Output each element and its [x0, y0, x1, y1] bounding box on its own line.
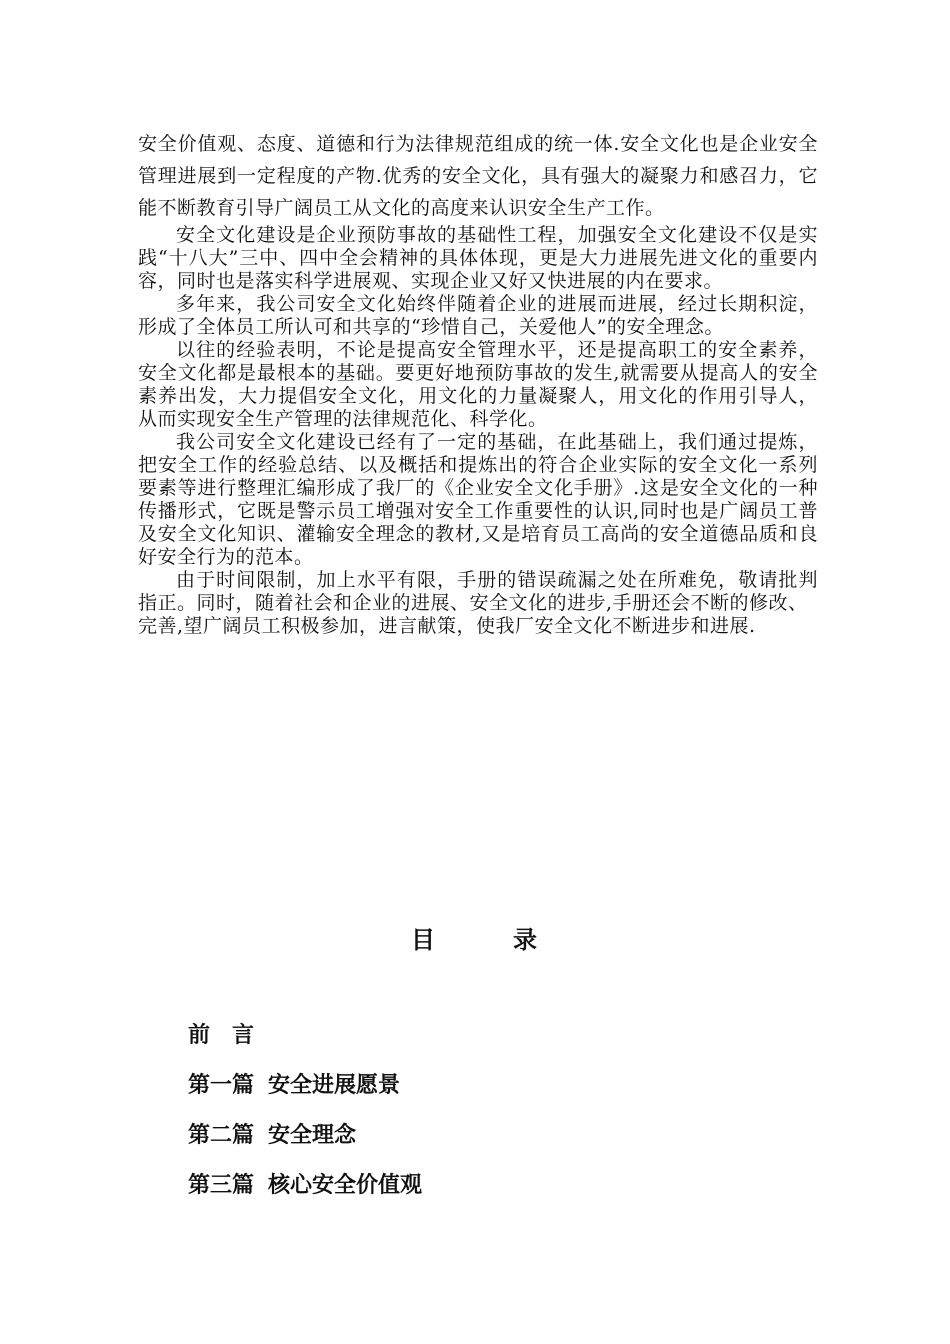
toc-item-name: 安全进展愿景 [268, 1073, 401, 1098]
paragraph-5: 由于时间限制，加上水平有限，手册的错误疏漏之处在所难免，敬请批判指正。同时，随着社会和企业的进展、安全文化的进步,手册还会不断的修改、 [138, 569, 818, 614]
paragraph-6: 完善,望广阔员工积极参加，进言献策，使我厂安全文化不断进步和进展. [138, 615, 756, 637]
toc-item-part-3[interactable] [188, 1170, 422, 1220]
toc-item-name: 安全理念 [268, 1123, 357, 1148]
paragraph-2: 多年来，我公司安全文化始终伴随着企业的进展而进展，经过长期积淀，形成了全体员工所认可和共享的“珍惜自己，关爱他人”的安全理念。 [138, 293, 818, 338]
table-of-contents [188, 1020, 422, 1220]
toc-item-part: 前 言 [188, 1023, 255, 1048]
paragraph-3: 以往的经验表明，不论是提高安全管理水平，还是提高职工的安全素养，安全文化都是最根本的基础。要更好地预防事故的发生,就需要从提高人的安全素养出发，大力提倡安全文化，用文化的力量凝聚人，用文化的作用引导人，从而实现安全生产管理的法律规范化、科学化。 [138, 339, 818, 430]
toc-item-part-2[interactable] [188, 1120, 422, 1170]
toc-item-part: 第一篇 [188, 1073, 255, 1098]
toc-title-right: 录 [513, 925, 539, 954]
toc-item-part-1[interactable] [188, 1070, 422, 1120]
toc-title [0, 920, 950, 955]
toc-item-preface[interactable] [188, 1020, 422, 1070]
toc-item-name: 核心安全价值观 [268, 1173, 423, 1198]
paragraph-1: 安全文化建设是企业预防事故的基础性工程，加强安全文化建设不仅是实践“十八大”三中、四中全会精神的具体体现，更是大力进展先进文化的重要内容，同时也是落实科学进展观、实现企业又好又快进展的内在要求。 [138, 224, 818, 292]
paragraph-4: 我公司安全文化建设已经有了一定的基础，在此基础上，我们通过提炼，把安全工作的经验总结、以及概括和提炼出的符合企业实际的安全文化一系列要素等进行整理汇编形成了我厂的《企业安全文化手册》.这是安全文化的一种传播形式，它既是警示员工增强对安全工作重要性的认识,同时也是广阔员工普及安全文化知识、灌输安全理念的教材,又是培育员工高尚的安全道德品质和良好安全行为的范本。 [138, 431, 818, 568]
toc-item-part: 第三篇 [188, 1173, 255, 1198]
intro-paragraph: 安全价值观、态度、道德和行为法律规范组成的统一体.安全文化也是企业安全管理进展到一定程度的产物.优秀的安全文化，具有强大的凝聚力和感召力，它能不断教育引导广阔员工从文化的高度来认识安全生产工作。 [138, 133, 818, 219]
toc-item-part: 第二篇 [188, 1123, 255, 1148]
body-text [138, 128, 818, 638]
toc-title-left: 目 [411, 925, 437, 954]
